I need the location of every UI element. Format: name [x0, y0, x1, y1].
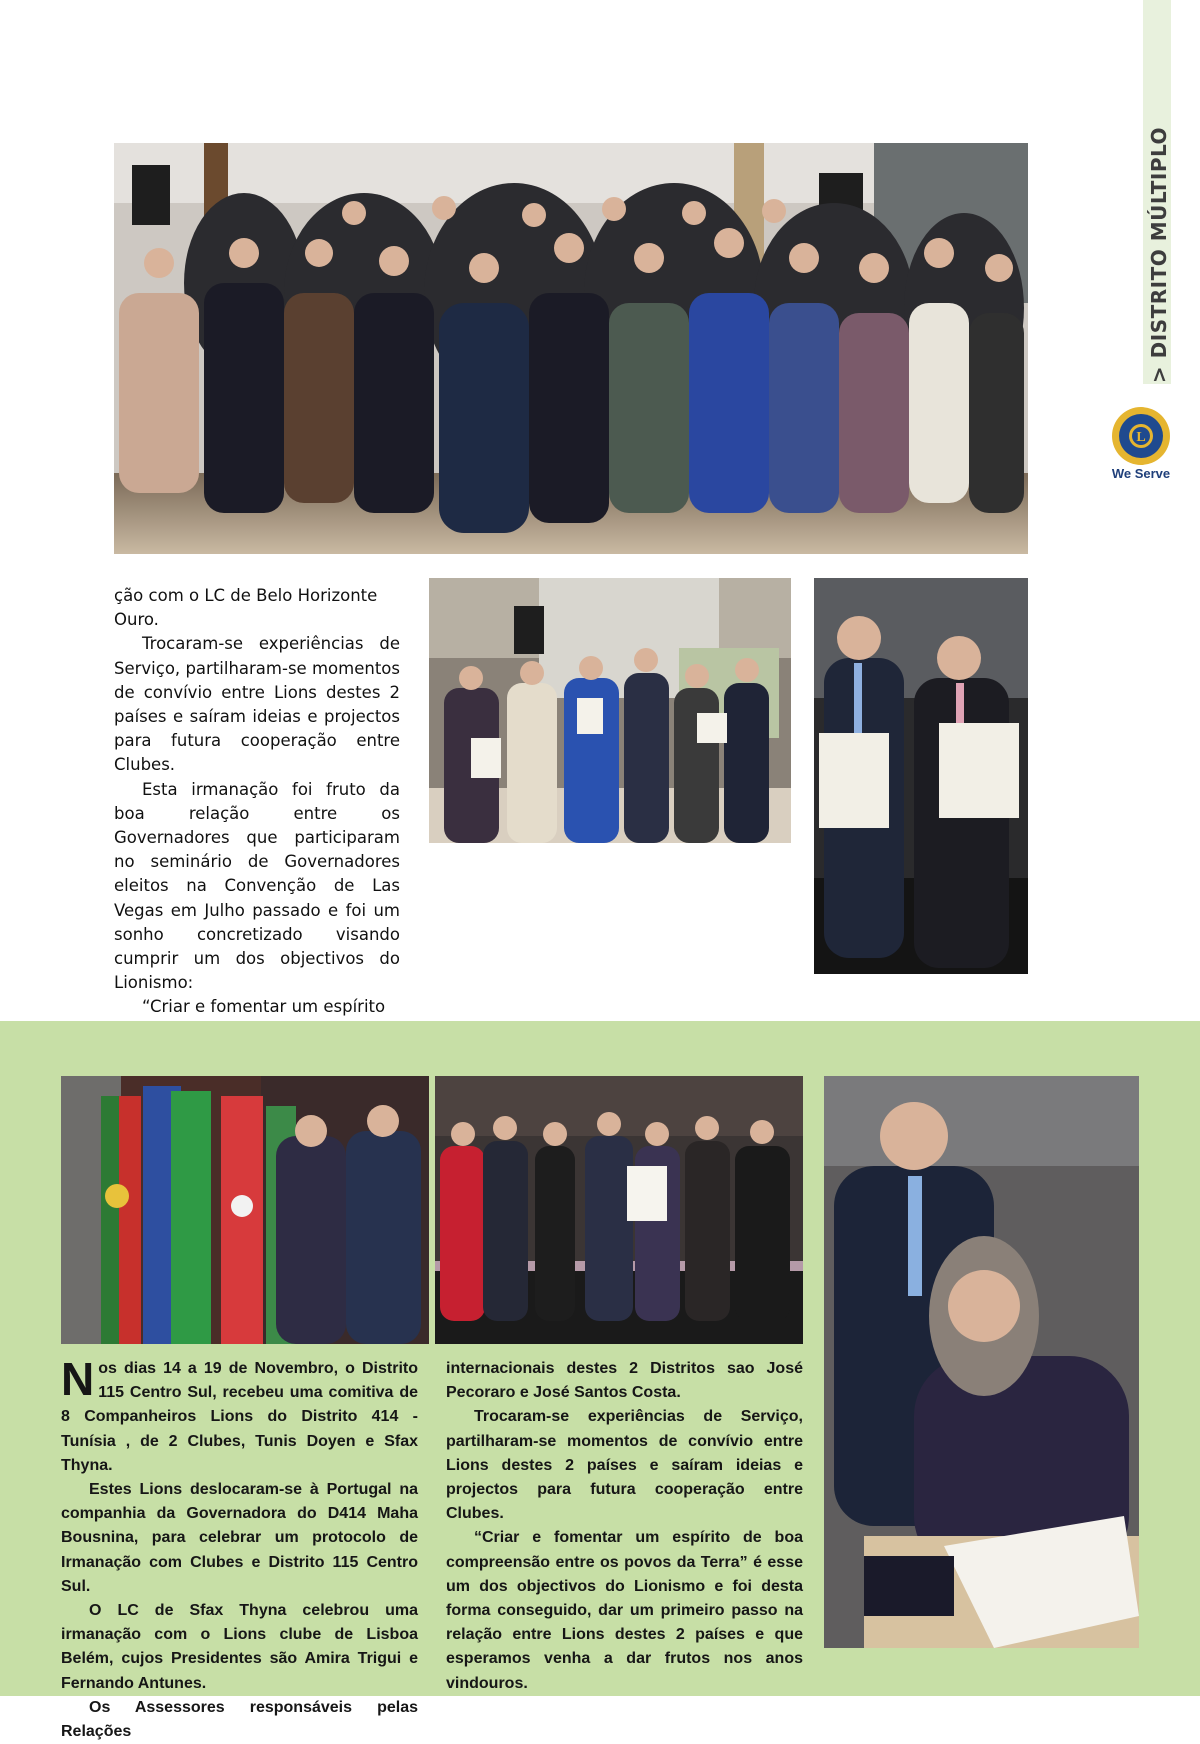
article-bottom-col1-p1-text: os dias 14 a 19 de Novembro, o Distrito 115 Centro Sul, recebeu uma comitiva de 8 Companheiros Lions do Distrito 414 - Tunísia , de 2 Clubes, Tunis Doyen e Sfax Thyna. — [61, 1360, 418, 1474]
flags-photo — [61, 1076, 429, 1344]
article-bottom-col2-p2: Trocaram-se experiências de Serviço, partilharam-se momentos de convívio entre Lions destes 2 países e saíram ideias e projectos para futura cooperação entre Clubes. — [446, 1408, 803, 1523]
article-top-p2: Trocaram-se experiências de Serviço, partilharam-se momentos de convívio entre Lions destes 2 países e saíram ideias e projectos para futura cooperação entre Clubes. — [114, 634, 400, 775]
ceremony-photo-small — [429, 578, 791, 843]
signing-photo — [824, 1076, 1139, 1648]
article-top-p3: Esta irmanação foi fruto da boa relação entre os Governadores que participaram no seminário de Governadores eleitos na Convenção de Las Vegas em Julho passado e foi um sonho concretizado visando cumprir um dos objectivos do Lionismo: — [114, 779, 400, 993]
logo-tagline: We Serve — [1111, 466, 1171, 481]
article-top-p4: “Criar e fomentar um espírito — [142, 997, 386, 1017]
article-bottom-col2-p1: internacionais destes 2 Distritos sao José Pecoraro e José Santos Costa. — [446, 1360, 803, 1402]
stage-photo — [435, 1076, 803, 1344]
governors-photo — [814, 578, 1028, 974]
drop-cap: N — [61, 1353, 95, 1405]
lions-emblem-letter: L — [1136, 430, 1146, 445]
article-bottom-col1-p2: Estes Lions deslocaram-se à Portugal na companhia da Governadora do D414 Maha Bousnina, para celebrar um protocolo de Irmanação com Clubes e Distrito 115 Centro Sul. — [61, 1481, 418, 1595]
article-bottom-col1-p3: O LC de Sfax Thyna celebrou uma irmanação com o Lions clube de Lisboa Belém, cujos Presidentes são Amira Trigui e Fernando Antunes. — [61, 1602, 418, 1692]
article-bottom-col1-p1 — [61, 1353, 418, 1478]
lions-emblem-icon — [1108, 406, 1174, 466]
section-tab-label: > DISTRITO MÚLTIPLO — [1147, 126, 1171, 384]
group-photo — [114, 143, 1028, 554]
lions-logo — [1108, 406, 1174, 482]
article-bottom-col2 — [446, 1357, 803, 1696]
article-bottom-col2-p3: “Criar e fomentar um espírito de boa compreensão entre os povos da Terra” é esse um dos objectivos do Lionismo e foi desta forma conseguido, dar um primeiro passo na relação entre Lions destes 2 países e que esperamos venha a dar frutos nos anos vindouros. — [446, 1529, 803, 1692]
article-top-p1: ção com o LC de Belo Horizonte Ouro. — [114, 586, 378, 630]
article-top-text — [114, 584, 400, 1068]
article-bottom-col1-p4: Os Assessores responsáveis pelas Relações — [61, 1698, 418, 1741]
article-bottom-col1 — [61, 1353, 418, 1744]
